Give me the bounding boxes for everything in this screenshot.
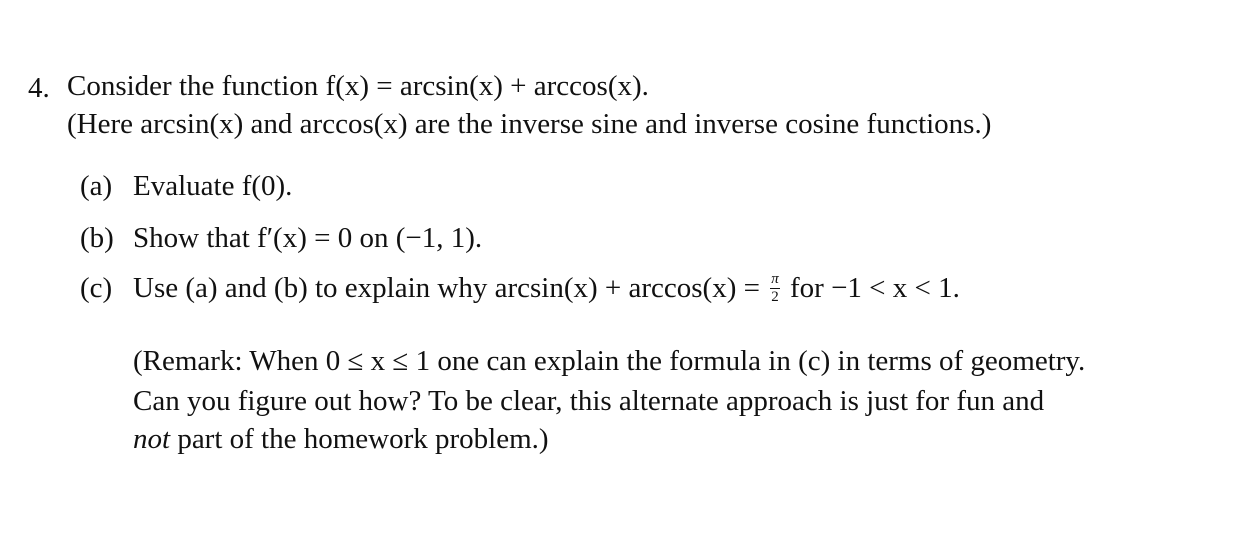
part-c (80, 271, 960, 307)
part-a-label: (a) (80, 170, 113, 202)
part-c-text-before: Use (a) and (b) to explain why arcsin(x) + arccos(x) = (133, 272, 760, 305)
part-b-text: Show that f′(x) = 0 on (−1, 1). (133, 222, 483, 254)
part-a-text: Evaluate f(0). (133, 170, 293, 202)
part-b (80, 224, 482, 253)
part-c-label: (c) (80, 272, 113, 305)
problem-intro-line-2: (Here arcsin(x) and arccos(x) are the inverse sine and inverse cosine functions.) (67, 108, 992, 140)
fraction-denominator: 2 (771, 289, 779, 305)
part-c-text-after: for −1 < x < 1. (790, 272, 960, 305)
part-b-label: (b) (80, 222, 114, 254)
remark-line-3-rest: part of the homework problem.) (170, 423, 549, 455)
problem-number: 4. (28, 72, 50, 104)
problem-intro-line-1: Consider the function f(x) = arcsin(x) + arccos(x). (67, 70, 649, 102)
part-a (80, 172, 292, 201)
pi-over-two-fraction (770, 272, 780, 305)
remark-line-2: Can you figure out how? To be clear, this alternate approach is just for fun and (133, 385, 1045, 417)
remark-emphasis: not (133, 423, 171, 455)
remark-line-1: (Remark: When 0 ≤ x ≤ 1 one can explain the formula in (c) in terms of geometry. (133, 345, 1086, 377)
fraction-numerator: π (771, 271, 779, 287)
remark-line-3 (133, 425, 549, 454)
